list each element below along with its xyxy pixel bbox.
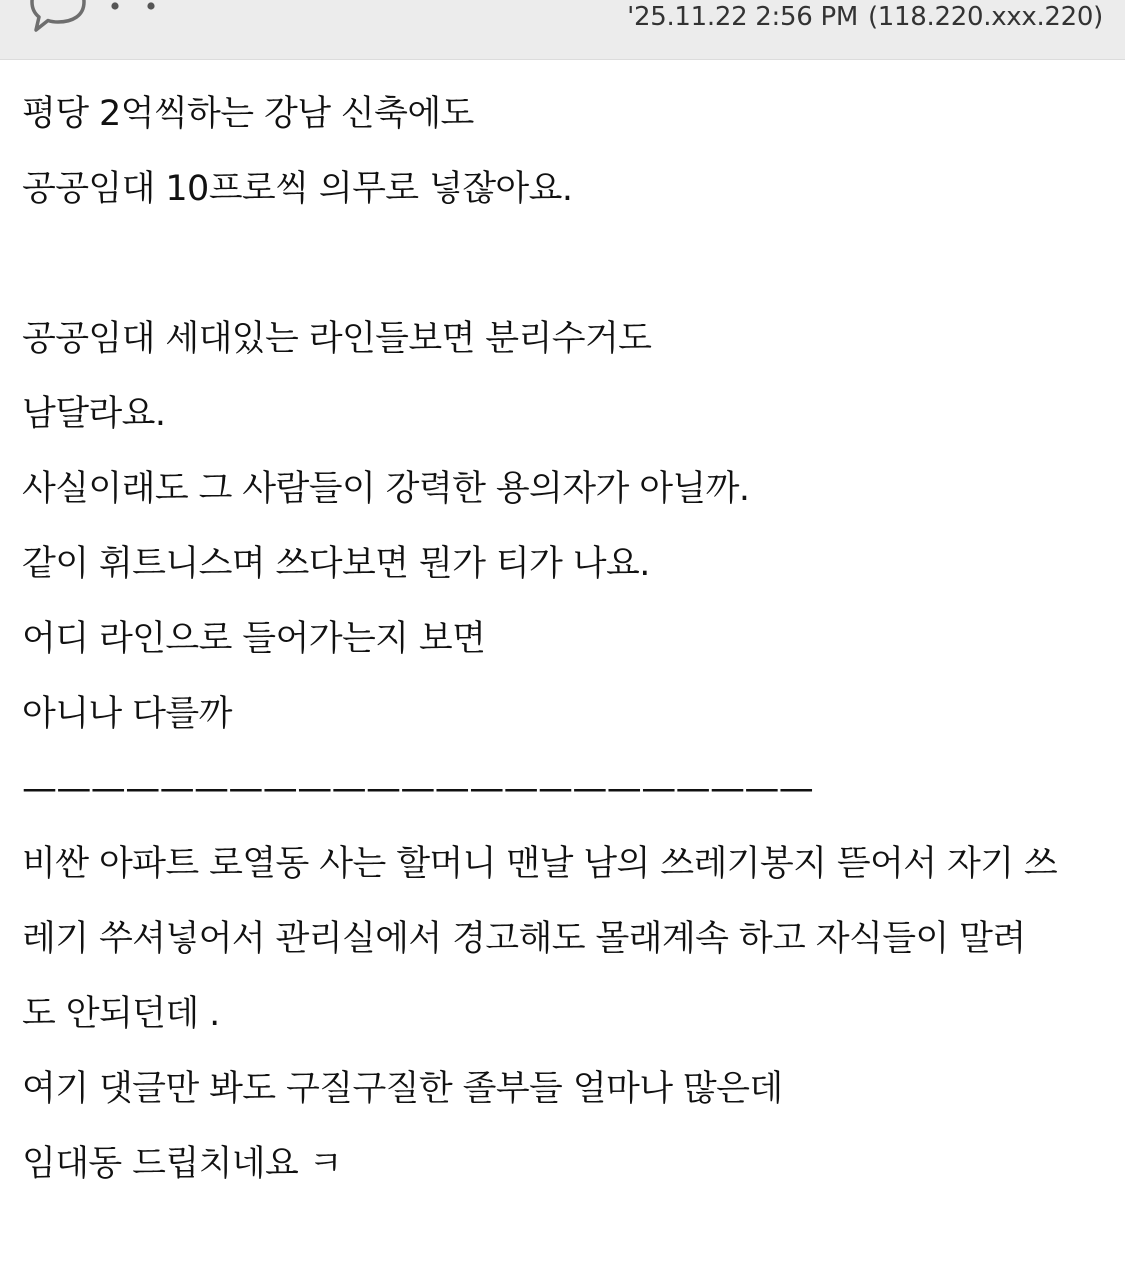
comment-ip-address: (118.220.xxx.220): [867, 2, 1103, 32]
more-dots-icon[interactable]: [106, 0, 158, 14]
speech-bubble-icon[interactable]: [26, 0, 90, 38]
comment-meta-bar: [0, 0, 1125, 60]
comment-line: 공공임대 세대있는 라인들보면 분리수거도: [22, 319, 652, 359]
comment-line: 사실이래도 그 사람들이 강력한 용의자가 아닐까.: [22, 469, 750, 509]
comment-line: 도 안되던데 .: [22, 994, 220, 1034]
comment-line: 레기 쑤셔넣어서 관리실에서 경고해도 몰래계속 하고 자식들이 말려: [22, 919, 1026, 959]
comment-timestamp: '25.11.22 2:56 PM: [627, 2, 858, 32]
comment-blank-line: [22, 227, 1107, 302]
comment-separator: ———————————————————————: [22, 769, 814, 809]
comment-meta-info: [627, 0, 1103, 34]
comment-line: 임대동 드립치네요 ㅋ: [22, 1144, 342, 1184]
comment-line: 어디 라인으로 들어가는지 보면: [22, 619, 486, 659]
comment-line: 같이 휘트니스며 쓰다보면 뭔가 티가 나요.: [22, 544, 650, 584]
comment-line: 아니나 다를까: [22, 694, 232, 734]
comment-line: 여기 댓글만 봐도 구질구질한 졸부들 얼마나 많은데: [22, 1069, 783, 1109]
comment-line: 공공임대 10프로씩 의무로 넣잖아요.: [22, 169, 573, 209]
comment-body: [22, 77, 1107, 1202]
comment-line: 비싼 아파트 로열동 사는 할머니 맨날 남의 쓰레기봉지 뜯어서 자기 쓰: [22, 844, 1058, 884]
comment-line: 평당 2억씩하는 강남 신축에도: [22, 94, 474, 134]
comment-line: 남달라요.: [22, 394, 166, 434]
